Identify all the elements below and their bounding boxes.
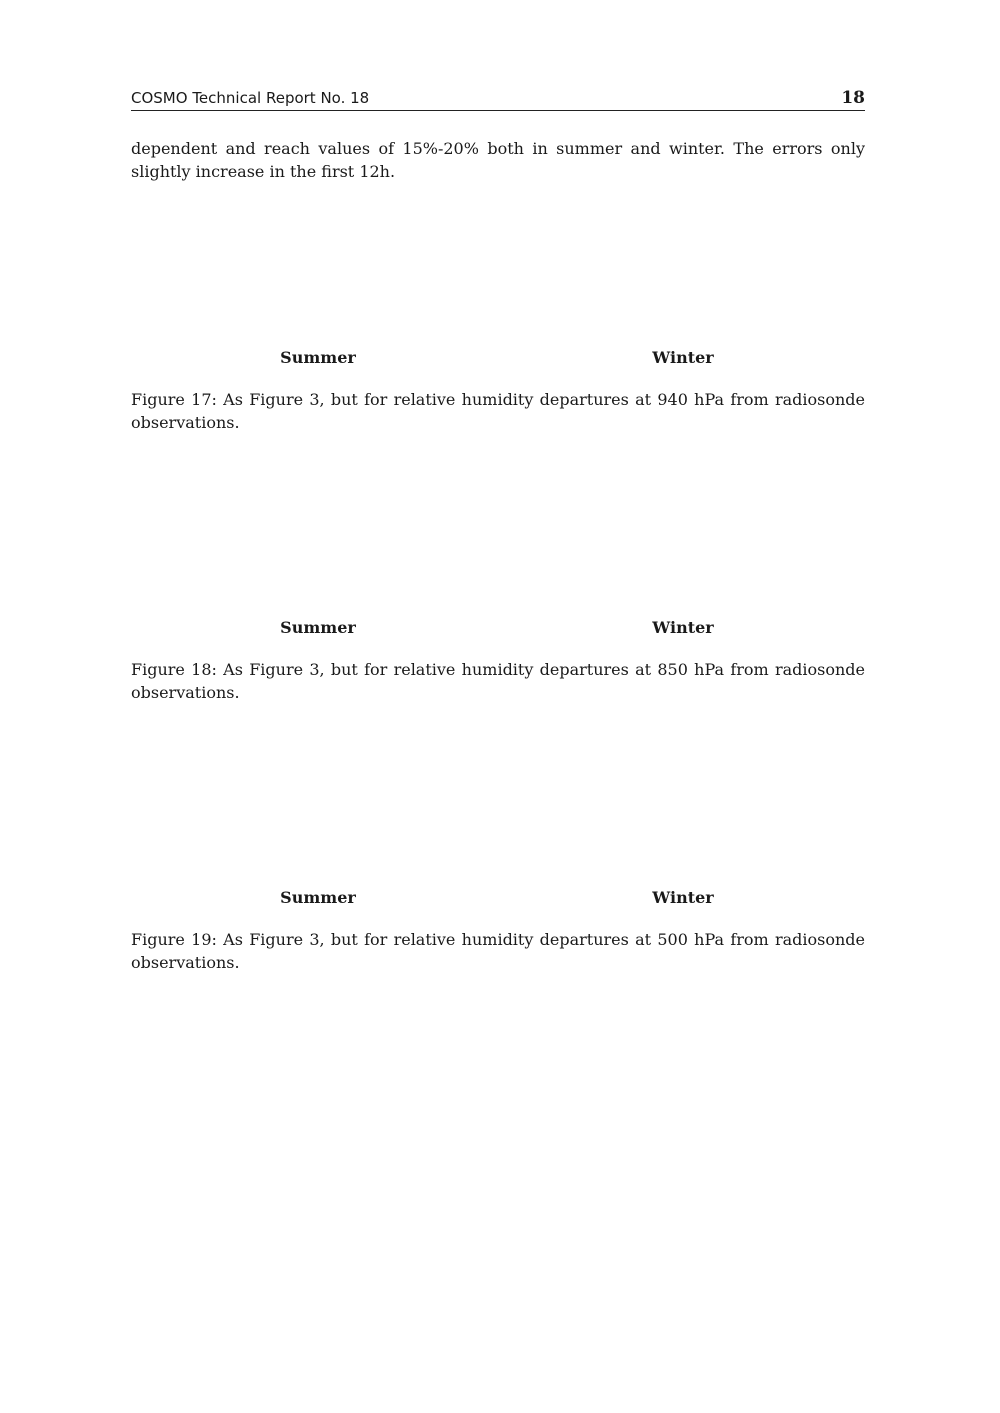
summer-panel-label: Summer: [280, 348, 356, 367]
winter-panel-label: Winter: [652, 888, 714, 907]
report-title: COSMO Technical Report No. 18: [131, 89, 370, 107]
figure-caption: Figure 17: As Figure 3, but for relative humidity departures at 940 hPa from radiosonde observations.: [131, 390, 865, 432]
winter-panel-label: Winter: [652, 348, 714, 367]
page-header: [131, 88, 865, 111]
summer-panel-label: Summer: [280, 618, 356, 637]
figure-caption: Figure 19: As Figure 3, but for relative humidity departures at 500 hPa from radiosonde observations.: [131, 930, 865, 972]
winter-panel-label: Winter: [652, 618, 714, 637]
summer-panel-label: Summer: [280, 888, 356, 907]
figure-caption: Figure 18: As Figure 3, but for relative humidity departures at 850 hPa from radiosonde observations.: [131, 660, 865, 702]
page-number: 18: [841, 88, 865, 108]
intro-paragraph: dependent and reach values of 15%-20% both in summer and winter. The errors only slightly increase in the first 12h.: [131, 139, 865, 181]
